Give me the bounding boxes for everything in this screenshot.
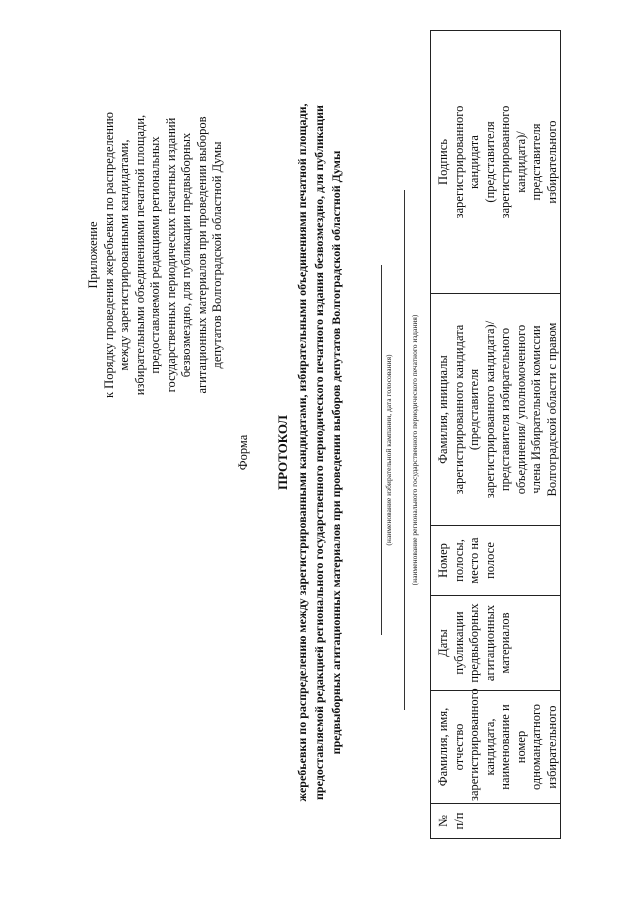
appendix-line: государственных периодических печатных изданий [163,117,178,393]
col-number: № п/п [431,804,561,839]
col-page-place: Номер полосы, место на полосе [431,526,561,596]
appendix-line: Приложение [86,221,100,289]
appendix-line: между зарегистрированными кандидатами, [117,139,131,371]
appendix-line: безвозмездно, для публикации предвыборных [179,132,193,378]
appendix-line: агитационных материалов при проведении выборов [194,116,209,394]
appendix-line: избирательными объединениями печатной площади, [132,114,147,396]
appendix-line: депутатов Волгоградской областной Думы [210,141,224,369]
protocol-title: ПРОТОКОЛ [275,415,290,490]
table-header-row [431,31,561,839]
edition-underline [404,190,405,710]
col-representative-name: Фамилия, инициалы зарегистрированного кандидата (представителя зарегистрированного кандидата)/ представителя избирательного объединения/ уполномоченного члена Избирательной комиссии Волгоградской области с правом [431,294,561,526]
campaign-underline [381,265,382,635]
form-label: Форма [236,434,250,471]
appendix-line: предоставляемой редакциями региональных [148,136,162,374]
col-publication-dates: Даты публикации предвыборных агитационных материалов [431,596,561,691]
appendix-line: к Порядку проведения жеребьевки по распределению [101,111,116,399]
campaign-caption: (наименование избирательной кампании, дата голосования) [384,354,393,546]
col-candidate-name: Фамилия, имя, отчество зарегистрированного кандидата, наименование и номер одномандатного избирательного [431,691,561,804]
protocol-table [430,30,561,839]
edition-caption: (наименование регионального государственного периодического печатного издания) [410,314,419,586]
col-signature: Подпись зарегистрированного кандидата (представителя зарегистрированного кандидата)/ представителя избирательного [431,31,561,294]
appendix-header [86,75,226,435]
protocol-subtitle: жеребьевки по распределению между зарегистрированными кандидатами, избирательными объединениями печатной площади, предоставляемой редакцией регионального государственного периодического печатного издания безвозмездно, для публикации предвыборных агитационных материалов при проведении выборов депутатов Волгоградской областной Думы [295,103,343,802]
